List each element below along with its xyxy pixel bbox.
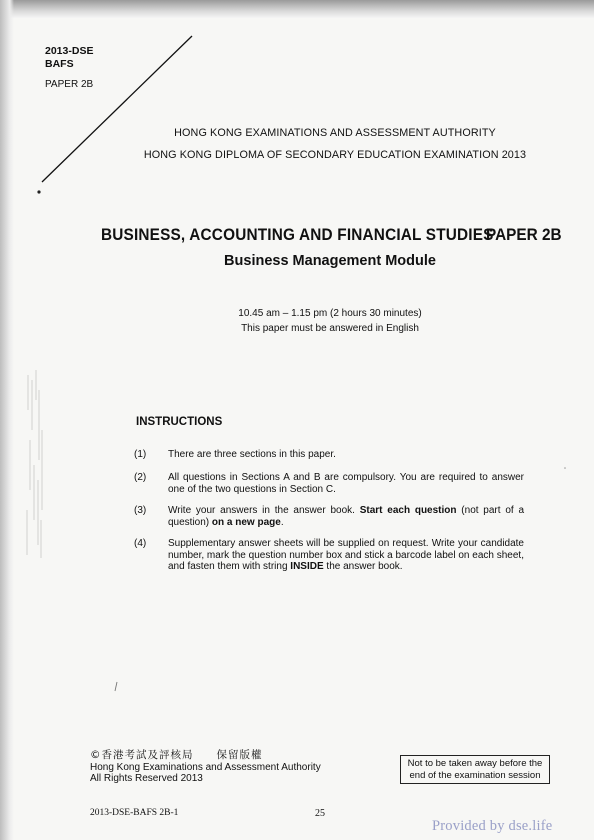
- scan-artifact-strip: [25, 370, 45, 560]
- exam-code: 2013-DSE: [45, 45, 94, 57]
- authority-name: HONG KONG EXAMINATIONS AND ASSESSMENT AUTHORITY: [174, 127, 496, 139]
- ink-dot: [37, 190, 40, 193]
- paper-code-block: [45, 45, 93, 91]
- instruction-text: [168, 538, 524, 573]
- instruction-number: (3): [134, 505, 147, 516]
- copyright-block: [90, 750, 321, 785]
- paper-title: PAPER 2B: [486, 226, 562, 244]
- instruction-text: All questions in Sections A and B are compulsory. You are required to answer one of the two questions in Section C.: [168, 472, 524, 495]
- exam-time: 10.45 am – 1.15 pm (2 hours 30 minutes): [238, 308, 422, 319]
- instruction-text-part: .: [280, 516, 284, 528]
- copyright-rights: All Rights Reserved 2013: [90, 773, 203, 784]
- exam-name: HONG KONG DIPLOMA OF SECONDARY EDUCATION EXAMINATION 2013: [143, 149, 527, 161]
- instruction-emphasis: INSIDE: [290, 561, 324, 572]
- language-requirement: This paper must be answered in English: [241, 323, 419, 334]
- page-number: 25: [315, 808, 325, 819]
- instruction-item: [134, 538, 524, 573]
- pencil-mark: [115, 682, 117, 691]
- subject-code: BAFS: [45, 58, 74, 70]
- scan-speck: [564, 467, 566, 469]
- module-title: Business Management Module: [224, 253, 436, 269]
- copyright-org: Hong Kong Examinations and Assessment Authority: [90, 761, 321, 773]
- copyright-chinese: ©香港考試及評核局 保留版權: [90, 749, 263, 761]
- instruction-text-part: Write your answers in the answer book.: [168, 505, 360, 516]
- instruction-text: There are three sections in this paper.: [168, 449, 336, 460]
- instruction-text: [168, 505, 524, 528]
- instruction-number: (2): [134, 472, 147, 483]
- instruction-number: (4): [134, 538, 147, 549]
- instruction-item: [134, 449, 524, 461]
- instruction-emphasis: on a new page: [211, 516, 281, 528]
- instruction-item: [134, 505, 524, 528]
- footer-paper-code: 2013-DSE-BAFS 2B-1: [90, 808, 179, 818]
- instruction-emphasis: Start each question: [359, 505, 457, 516]
- paper-code: PAPER 2B: [45, 79, 94, 90]
- instructions-heading: INSTRUCTIONS: [136, 416, 223, 428]
- instruction-text-part: (not part of a question): [168, 505, 525, 528]
- instruction-text-part: the answer book.: [323, 561, 403, 572]
- subject-title: BUSINESS, ACCOUNTING AND FINANCIAL STUDIES: [101, 226, 494, 244]
- instruction-number: (1): [134, 449, 147, 460]
- instruction-item: [134, 472, 524, 495]
- exam-notice-box: Not to be taken away before the end of the examination session: [400, 755, 550, 784]
- instruction-text-part: Supplementary answer sheets will be supplied on request. Write your candidate number, mark the question number box and stick a barcode label on each sheet, and fasten them with string: [168, 538, 524, 572]
- source-watermark-link[interactable]: Provided by dse.life: [432, 818, 553, 834]
